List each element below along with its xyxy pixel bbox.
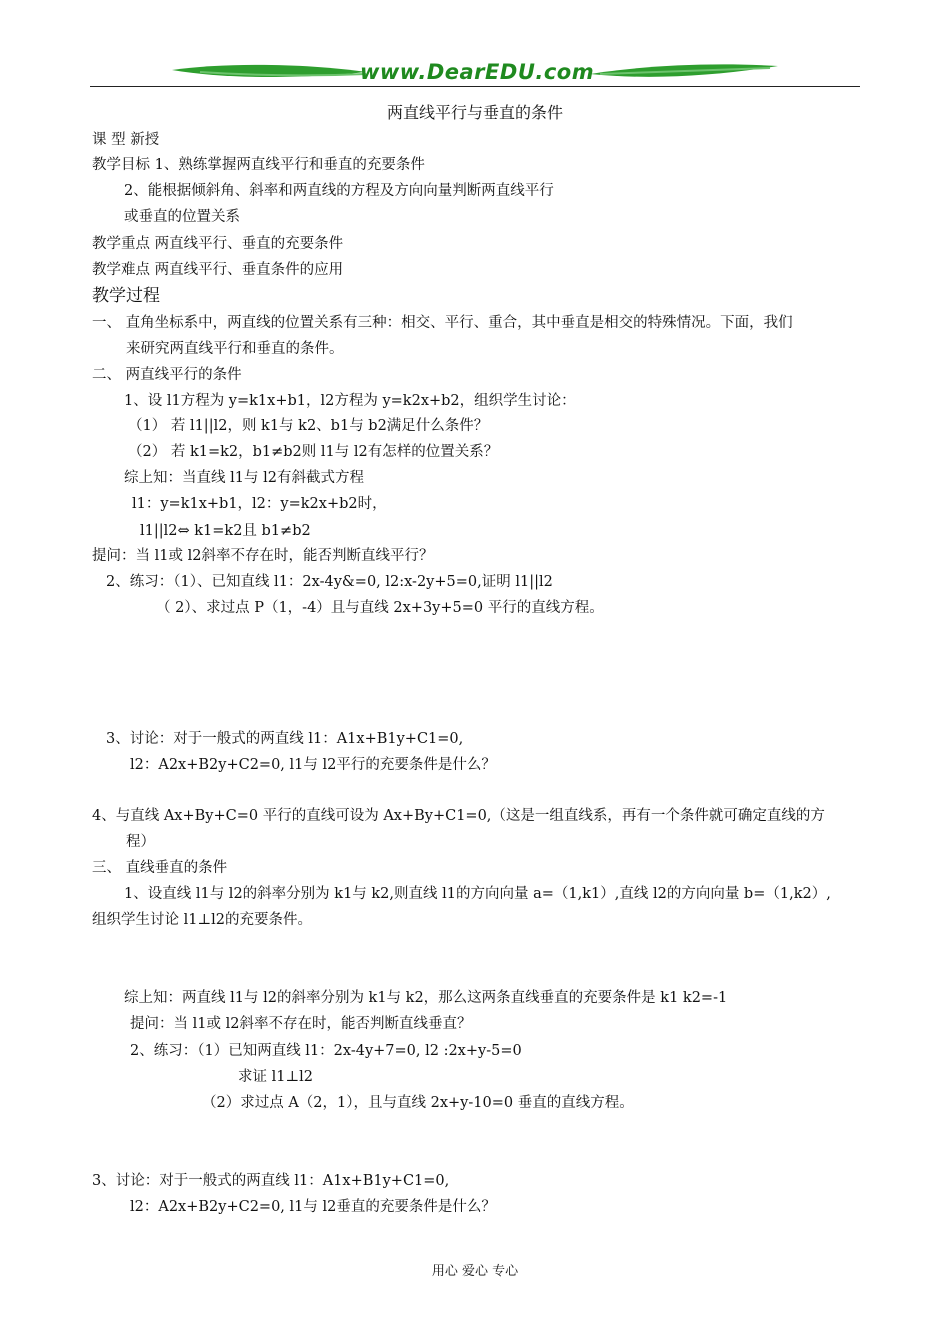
section2-discussion1: 3、讨论：对于一般式的两直线 l1：A1x+B1y+C1=0, — [106, 731, 464, 747]
teaching-goal-2: 2、能根据倾斜角、斜率和两直线的方程及方向向量判断两直线平行 — [124, 183, 554, 199]
section1-line1: 一、 直角坐标系中，两直线的位置关系有三种：相交、平行、重合，其中垂直是相交的特殊情况。下面，我们 — [92, 315, 793, 331]
section2-heading: 二、 两直线平行的条件 — [92, 367, 242, 383]
teaching-goal-1: 教学目标 1、熟练掌握两直线平行和垂直的充要条件 — [92, 157, 425, 173]
section3-item1-line2: 组织学生讨论 l1⊥l2的充要条件。 — [92, 912, 312, 928]
process-heading: 教学过程 — [92, 286, 160, 306]
section2-item4-line2: 程） — [126, 834, 155, 850]
course-type: 课 型 新授 — [92, 132, 160, 148]
section2-discussion2: l2：A2x+B2y+C2=0, l1与 l2平行的充要条件是什么？ — [130, 757, 496, 773]
section3-item1-line1: 1、设直线 l1与 l2的斜率分别为 k1与 k2,则直线 l1的方向向量 a=（1,k1）,直线 l2的方向向量 b=（1,k2）, — [124, 886, 831, 902]
section2-item4-line1: 4、与直线 Ax+By+C=0 平行的直线可设为 Ax+By+C1=0,（这是一组直线系，再有一个条件就可确定直线的方 — [92, 808, 825, 824]
difficulty: 教学难点 两直线平行、垂直条件的应用 — [92, 262, 344, 278]
logo-text: www.DearEDU.com — [360, 60, 595, 84]
section2-question1: （1） 若 l1||l2，则 k1与 k2、b1与 b2满足什么条件？ — [128, 418, 489, 434]
doc-title: 两直线平行与垂直的条件 — [386, 103, 563, 122]
section2-equation: l1：y=k1x+b1，l2：y=k2x+b2时， — [132, 496, 387, 512]
section2-question2: （2） 若 k1=k2，b1≠b2则 l1与 l2有怎样的位置关系？ — [128, 444, 499, 460]
section3-discussion1: 3、讨论：对于一般式的两直线 l1：A1x+B1y+C1=0, — [92, 1173, 450, 1189]
section3-summary: 综上知：两直线 l1与 l2的斜率分别为 k1与 k2，那么这两条直线垂直的充要条件是 k1 k2=-1 — [124, 990, 728, 1006]
section2-summary: 综上知：当直线 l1与 l2有斜截式方程 — [124, 470, 364, 486]
section3-question: 提问：当 l1或 l2斜率不存在时，能否判断直线垂直？ — [130, 1016, 472, 1032]
section3-heading: 三、 直线垂直的条件 — [92, 860, 228, 876]
teaching-goal-3: 或垂直的位置关系 — [124, 209, 240, 225]
section2-question: 提问：当 l1或 l2斜率不存在时，能否判断直线平行？ — [92, 548, 434, 564]
header-rule — [90, 86, 860, 87]
footer-text: 用心 爱心 专心 — [431, 1264, 519, 1279]
section2-exercise2: （ 2）、求过点 P（1，-4）且与直线 2x+3y+5=0 平行的直线方程。 — [156, 600, 604, 616]
section2-condition: l1||l2⇔ k1=k2且 b1≠b2 — [140, 523, 311, 539]
section3-exercise1: 2、练习：（1）已知两直线 l1：2x-4y+7=0, l2 :2x+y-5=0 — [130, 1043, 522, 1059]
section2-exercise1: 2、练习：（1）、已知直线 l1：2x-4y&=0, l2:x-2y+5=0,证明 l1||l2 — [106, 574, 553, 590]
section2-item1: 1、设 l1方程为 y=k1x+b1，l2方程为 y=k2x+b2，组织学生讨论： — [124, 393, 576, 409]
section3-exercise2: （2）求过点 A（2，1），且与直线 2x+y-10=0 垂直的直线方程。 — [202, 1095, 634, 1111]
section3-discussion2: l2：A2x+B2y+C2=0, l1与 l2垂直的充要条件是什么？ — [130, 1199, 496, 1215]
section3-exercise1-proof: 求证 l1⊥l2 — [238, 1069, 313, 1085]
key-point: 教学重点 两直线平行、垂直的充要条件 — [92, 236, 344, 252]
section1-line2: 来研究两直线平行和垂直的条件。 — [126, 341, 344, 357]
